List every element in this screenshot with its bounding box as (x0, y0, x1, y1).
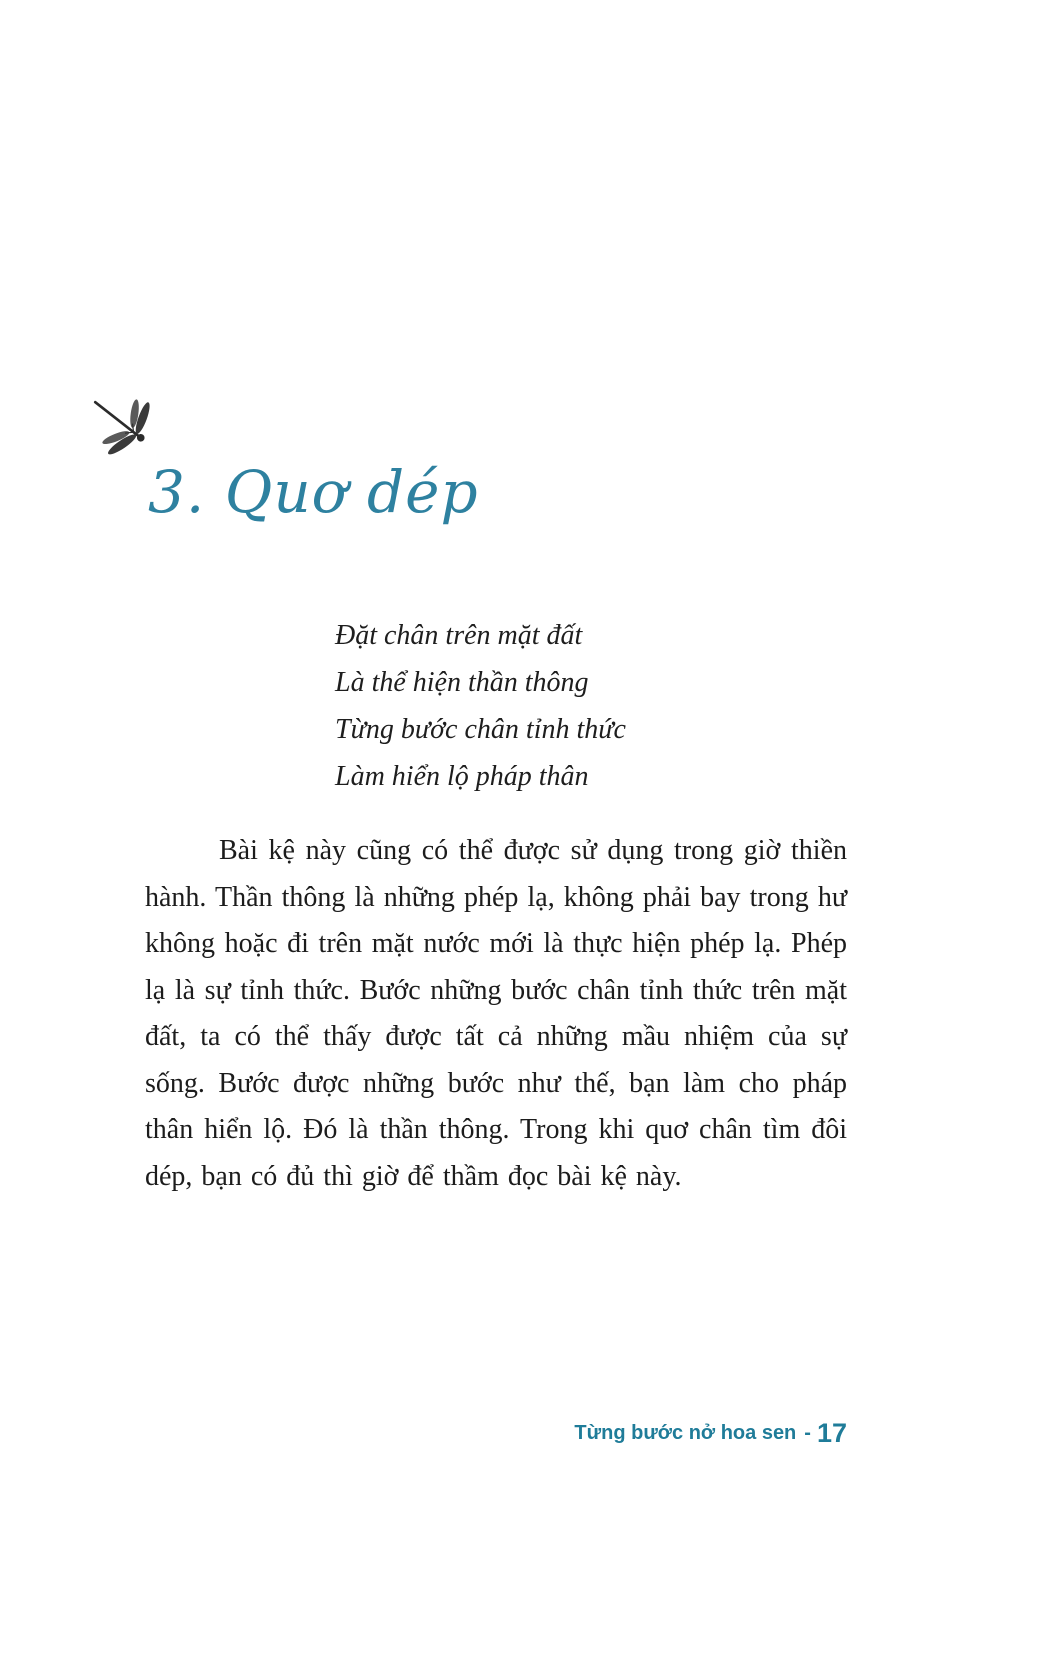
poem-line: Là thể hiện thần thông (335, 667, 589, 698)
poem (335, 612, 626, 800)
dragonfly-icon (76, 382, 160, 458)
page-footer (145, 1418, 847, 1449)
chapter-title: 3. Quơ dép (148, 457, 479, 526)
footer-separator: - (804, 1422, 811, 1444)
body-paragraph: Bài kệ này cũng có thể được sử dụng trong giờ thiền hành. Thần thông là những phép lạ, không phải bay trong hư không hoặc đi trên mặt nước mới là thực hiện phép lạ. Phép lạ là sự tỉnh thức. Bước những bước chân tỉnh thức trên mặt đất, ta có thể thấy được tất cả những mầu nhiệm của sự sống. Bước được những bước như thế, bạn làm cho pháp thân hiển lộ. Đó là thần thông. Trong khi quơ chân tìm đôi dép, bạn có đủ thì giờ để thầm đọc bài kệ này. (145, 835, 847, 1192)
footer-book-title: Từng bước nở hoa sen (574, 1422, 797, 1444)
footer-page-number: 17 (816, 1418, 847, 1448)
poem-line: Từng bước chân tỉnh thức (335, 714, 626, 745)
poem-line: Đặt chân trên mặt đất (335, 620, 583, 651)
poem-line: Làm hiển lộ pháp thân (335, 761, 589, 792)
